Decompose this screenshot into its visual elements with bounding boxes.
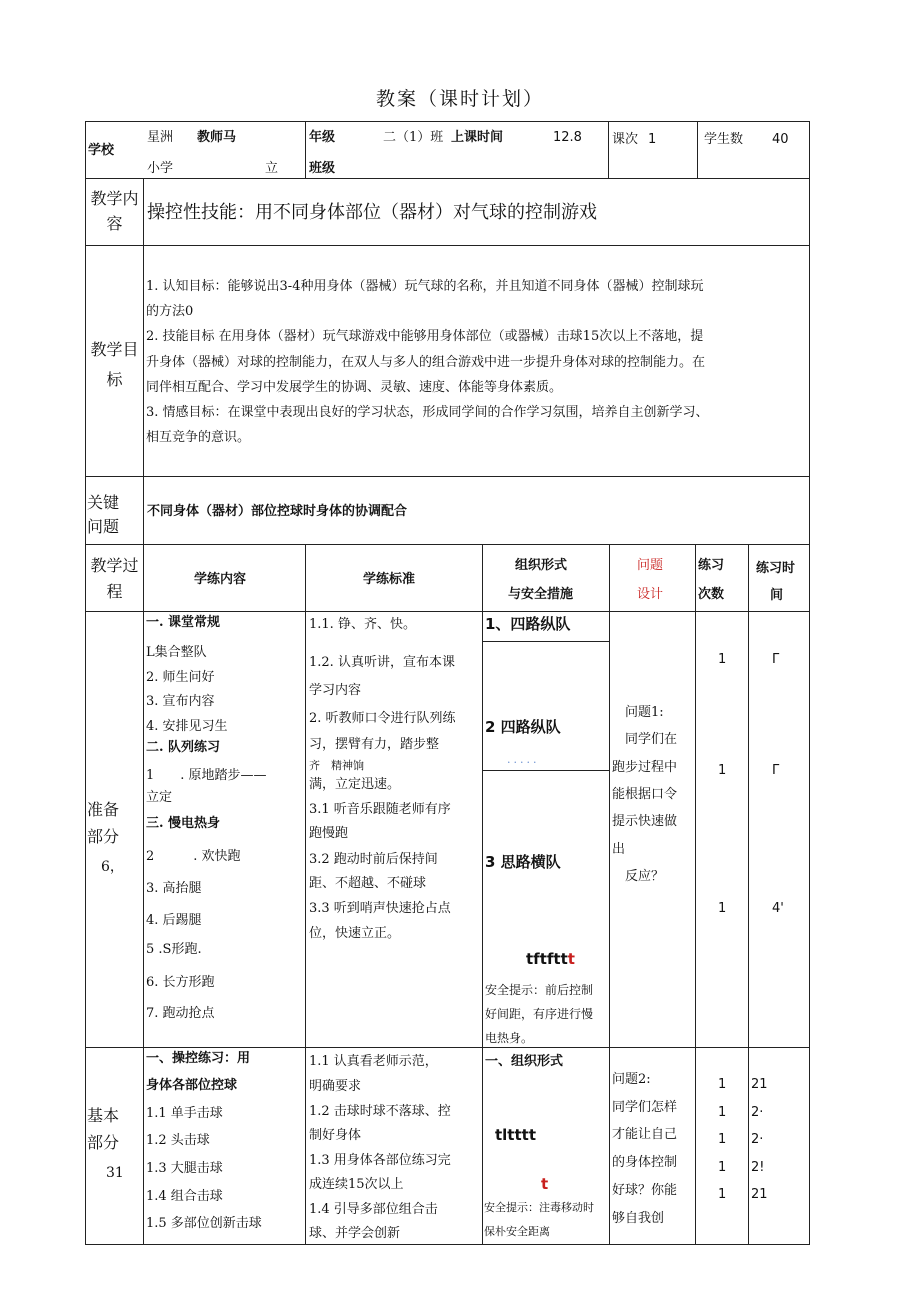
list-item: 1.3 用身体各部位练习完 — [309, 1153, 451, 1168]
col-org-header-line2: 与安全措施 — [508, 587, 574, 602]
list-item: 球、并学会创新 — [309, 1226, 401, 1241]
list-item: 二. 队列练习 — [146, 740, 221, 755]
objective-line: 3. 情感目标：在课堂中表现出良好的学习状态，形成同学间的合作学习氛围，培养自主创新学习、 — [146, 405, 709, 421]
school-label: 学校 — [88, 143, 115, 158]
safety-tip: 保朴安全距离 — [484, 1225, 550, 1238]
safety-tip: 安全提示：前后控制 — [485, 983, 594, 997]
times-value: 1 — [718, 652, 727, 667]
lesson-value: 1 — [648, 132, 657, 147]
teacher-name-suffix: 立 — [265, 161, 279, 176]
org-marker-black: tltttt — [495, 1126, 536, 1144]
list-item: 4. 后踢腿 — [146, 913, 202, 928]
safety-tip: 安全提示：注毒移动时 — [484, 1201, 594, 1214]
date-value: 12.8 — [553, 130, 582, 145]
list-item: 1.4 组合击球 — [146, 1189, 223, 1204]
list-item: 齐 精神饷 — [309, 759, 364, 772]
objectives-text — [146, 274, 808, 450]
list-item: 三. 慢电热身 — [146, 816, 221, 831]
list-item: 3. 高抬腿 — [146, 881, 202, 896]
times-value: 1 — [718, 901, 727, 916]
list-item: 1.1. 铮、齐、快。 — [309, 617, 416, 632]
list-item: 4. 安排见习生 — [146, 719, 228, 734]
content-label: 教学内容 — [90, 189, 139, 233]
problem-line: 同学们在 — [612, 732, 678, 747]
objective-line: 2. 技能目标 在用身体（器材）玩气球游戏中能够用身体部位（或器械）击球15次以上不落地，提 — [146, 329, 704, 345]
list-item: 1 . 原地踏步—— — [146, 768, 267, 783]
problem-line: 够自我创 — [612, 1211, 665, 1226]
list-item: 身体各部位控球 — [146, 1078, 238, 1093]
basic-label: 基本部分 — [87, 1106, 120, 1152]
formation-dots: ..... — [507, 753, 540, 766]
times-value: 1 — [718, 1105, 727, 1120]
content-text: 操控性技能：用不同身体部位（器材）对气球的控制游戏 — [147, 202, 597, 223]
objective-line: 同伴相互配合、学习中发展学生的协调、灵敏、速度、体能等身体素质。 — [146, 379, 563, 395]
col-problem-header-line2: 设计 — [637, 587, 664, 602]
problem-line: 问题1: — [625, 705, 664, 720]
page-title: 教案（课时计划） — [375, 88, 544, 110]
key-issue-text: 不同身体（器材）部位控球时身体的协调配合 — [147, 504, 408, 519]
col-problem-header-line1: 问题 — [637, 558, 664, 573]
list-item: 1.2. 认真听讲，宣布本课 — [309, 655, 455, 670]
formation-3: 3 思路横队 — [485, 853, 561, 871]
class-label: 班级 — [309, 161, 336, 176]
org-marker-red: t — [541, 1175, 549, 1193]
problem-line: 好球？你能 — [612, 1183, 678, 1198]
list-item: 2. 师生问好 — [146, 670, 215, 685]
list-item: 1.3 大腿击球 — [146, 1161, 223, 1176]
problem-line: 跑步过程中 — [612, 760, 678, 775]
list-item: 成连续15次以上 — [309, 1177, 404, 1192]
col-standard-header: 学练标准 — [363, 572, 416, 587]
list-item: 2. 听教师口令进行队列练 — [309, 711, 456, 726]
list-item: 位，快速立正。 — [309, 926, 401, 941]
list-item: 1.4 引导多部位组合击 — [309, 1202, 438, 1217]
teacher-label: 教师马 — [197, 130, 237, 145]
times-value: 1 — [718, 1077, 727, 1092]
col-content-header: 学练内容 — [194, 572, 247, 587]
col-duration-header-line2: 间 — [770, 588, 784, 603]
duration-value: 2! — [751, 1160, 765, 1175]
problem-line: 能根据口令 — [612, 787, 678, 802]
objective-line: 相互竞争的意识。 — [146, 430, 251, 446]
list-item: 制好身体 — [309, 1128, 362, 1143]
problem-line: 出 — [612, 842, 626, 857]
list-item: 一. 课堂常规 — [146, 615, 221, 630]
duration-value: 4' — [772, 901, 784, 916]
objective-line: 升身体（器械）对球的控制能力，在双人与多人的组合游戏中进一步提升身体对球的控制能力。在 — [146, 354, 706, 370]
list-item: 6. 长方形跑 — [146, 975, 215, 990]
problem-line: 才能让自己 — [612, 1127, 678, 1142]
list-item: 3. 宣布内容 — [146, 694, 215, 709]
list-item: 1.2 击球时球不落球、控 — [309, 1104, 451, 1119]
list-item: 3.3 听到哨声快速抢占点 — [309, 901, 451, 916]
duration-value: Γ — [772, 652, 780, 667]
formation-2: 2 四路纵队 — [485, 718, 561, 736]
basic-minutes: 31 — [106, 1165, 124, 1181]
times-value: 1 — [718, 1160, 727, 1175]
safety-tip: 电热身。 — [485, 1031, 534, 1045]
school-name-line1: 星洲 — [147, 130, 174, 145]
list-item: 立定 — [146, 790, 173, 805]
prep-label: 准备部分 — [87, 800, 120, 846]
times-value: 1 — [718, 763, 727, 778]
org-title: 一、组织形式 — [485, 1054, 564, 1069]
objective-line: 1. 认知目标：能够说出3-4种用身体（器械）玩气球的名称，并且知道不同身体（器械）控制球玩 — [146, 279, 704, 294]
col-times-header-line1: 练习 — [698, 558, 725, 573]
problem-line: 提示快速做 — [612, 814, 678, 829]
duration-value: 21 — [751, 1187, 768, 1202]
grade-label: 年级 — [309, 130, 336, 145]
list-item: 1.2 头击球 — [146, 1133, 210, 1148]
class-value: 二（1）班 — [383, 130, 444, 145]
students-label: 学生数 — [704, 132, 744, 147]
duration-value: 2· — [751, 1132, 764, 1147]
list-item: L集合整队 — [146, 645, 207, 660]
list-item: 1.1 认真看老师示范， — [309, 1054, 438, 1069]
list-item: 满，立定迅速。 — [309, 777, 401, 792]
problem-line: 同学们怎样 — [612, 1100, 678, 1115]
prep-minutes: 6， — [101, 859, 124, 875]
problem-line: 反应？ — [612, 869, 665, 884]
duration-value: Γ — [772, 763, 780, 778]
students-value: 40 — [772, 132, 789, 147]
list-item: 3.1 听音乐跟随老师有序 — [309, 802, 451, 817]
duration-value: 2· — [751, 1105, 764, 1120]
list-item: 跑慢跑 — [309, 826, 349, 841]
times-value: 1 — [718, 1187, 727, 1202]
list-item: 1.5 多部位创新击球 — [146, 1216, 262, 1231]
col-duration-header-line1: 练习时 — [756, 561, 796, 576]
safety-tip: 好间距，有序进行慢 — [485, 1007, 594, 1021]
col-org-header-line1: 组织形式 — [515, 558, 568, 573]
key-issue-label: 关键问题 — [87, 493, 120, 536]
process-label: 教学过程 — [90, 556, 139, 601]
list-item: 5 .S形跑. — [146, 942, 202, 957]
list-item: 明确要求 — [309, 1079, 362, 1094]
problem-line: 问题2: — [612, 1072, 651, 1087]
list-item: 一、操控练习：用 — [146, 1051, 251, 1066]
times-value: 1 — [718, 1132, 727, 1147]
formation-marker: tftfttt — [526, 950, 575, 968]
school-name-line2: 小学 — [147, 161, 174, 176]
duration-value: 21 — [751, 1077, 768, 1092]
formation-1: 1、四路纵队 — [485, 615, 571, 633]
col-times-header-line2: 次数 — [698, 587, 725, 602]
date-label: 上课时间 — [451, 130, 504, 145]
objective-line: 的方法0 — [146, 304, 194, 320]
problem-line: 的身体控制 — [612, 1155, 678, 1170]
list-item: 学习内容 — [309, 683, 362, 698]
lesson-label: 课次 — [612, 132, 639, 147]
list-item: 2 . 欢快跑 — [146, 849, 241, 864]
objectives-label: 教学目标 — [90, 340, 139, 389]
list-item: 3.2 跑动时前后保持间 — [309, 852, 438, 867]
list-item: 习，摆臂有力，踏步整 — [309, 737, 440, 752]
list-item: 距、不超越、不碰球 — [309, 876, 427, 891]
list-item: 7. 跑动抢点 — [146, 1006, 215, 1021]
list-item: 1.1 单手击球 — [146, 1106, 223, 1121]
